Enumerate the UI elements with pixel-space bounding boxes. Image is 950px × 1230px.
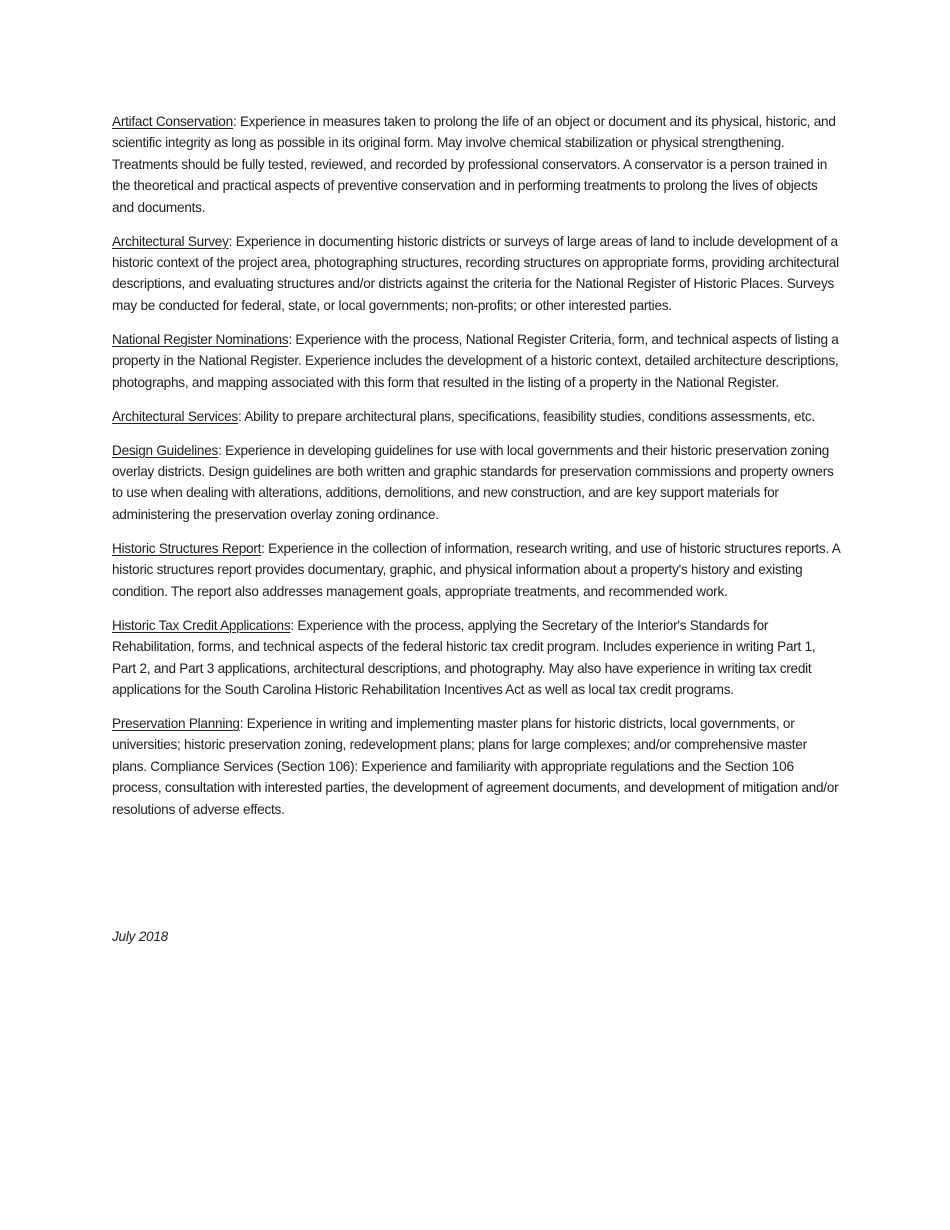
term-heading: Preservation Planning — [112, 715, 240, 731]
term-description: : Experience in the collection of information, research writing, and use of historic structures reports. A historic structures report provides documentary, graphic, and physical information about a property's history and existing condition. The report also addresses management goals, appropriate treatments, and recommended work. — [112, 540, 840, 599]
term-description: : Experience with the process, applying the Secretary of the Interior's Standards for Rehabilitation, forms, and technical aspects of the federal historic tax credit program. Includes experience in writing Part 1, Part 2, and Part 3 applications, architectural descriptions, and photography. May also have experience in writing tax credit applications for the South Carolina Historic Rehabilitation Incentives Act as well as local tax credit programs. — [112, 617, 816, 697]
document-date: July 2018 — [112, 929, 168, 944]
entry-design-guidelines — [112, 440, 842, 526]
term-description: : Experience in developing guidelines for use with local governments and their historic preservation zoning overlay districts. Design guidelines are both written and graphic standards for preservation commissions and property owners to use when dealing with alterations, additions, demolitions, and new construction, and are key support materials for administering the preservation overlay zoning ordinance. — [112, 442, 834, 522]
entry-historic-tax-credit-applications — [112, 615, 842, 701]
entry-architectural-services — [112, 406, 842, 427]
entry-preservation-planning — [112, 713, 842, 820]
term-description: : Experience in measures taken to prolong the life of an object or document and its physical, historic, and scientific integrity as long as possible in its original form. May involve chemical stabilization or physical strengthening. Treatments should be fully tested, reviewed, and recorded by professional conservators. A conservator is a person trained in the theoretical and practical aspects of preventive conservation and in performing treatments to prolong the lives of objects and documents. — [112, 114, 836, 215]
term-heading: Artifact Conservation — [112, 114, 233, 129]
term-heading: Architectural Services — [112, 408, 238, 424]
term-heading: Historic Tax Credit Applications — [112, 617, 291, 633]
entry-artifact-conservation — [112, 111, 842, 218]
term-heading: Design Guidelines — [112, 442, 219, 458]
term-heading: National Register Nominations — [112, 331, 289, 347]
term-heading: Architectural Survey — [112, 233, 229, 249]
term-heading: Historic Structures Report — [112, 540, 262, 556]
term-description: : Experience in documenting historic districts or surveys of large areas of land to include development of a historic context of the project area, photographing structures, recording structures on appropriate forms, providing architectural descriptions, and evaluating structures and/or districts against the criteria for the National Register of Historic Places. Surveys may be conducted for federal, state, or local governments; non-profits; or other interested parties. — [112, 233, 839, 313]
term-description: : Experience with the process, National Register Criteria, form, and technical aspects of listing a property in the National Register. Experience includes the development of a historic context, detailed architecture descriptions, photographs, and mapping associated with this form that resulted in the listing of a property in the National Register. — [112, 331, 839, 390]
document-body — [112, 111, 842, 833]
entry-architectural-survey — [112, 231, 842, 317]
term-description: : Ability to prepare architectural plans, specifications, feasibility studies, conditions assessments, etc. — [237, 408, 815, 424]
entry-historic-structures-report — [112, 538, 842, 602]
entry-national-register-nominations — [112, 329, 842, 393]
term-description: : Experience in writing and implementing master plans for historic districts, local governments, or universities; historic preservation zoning, redevelopment plans; plans for large complexes; and/or comprehensive master plans. Compliance Services (Section 106): Experience and familiarity with appropriate regulations and the Section 106 process, consultation with interested parties, the development of agreement documents, and development of mitigation and/or resolutions of adverse effects. — [112, 715, 839, 817]
